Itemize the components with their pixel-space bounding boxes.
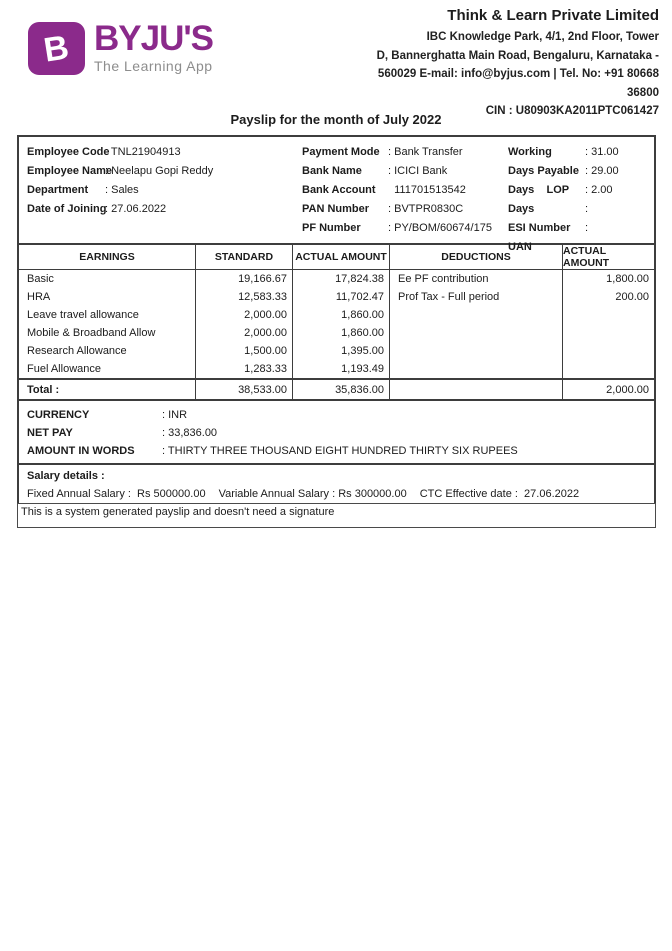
earning-actual: 1,860.00 xyxy=(293,306,390,324)
detail-label: Payment Mode xyxy=(302,145,380,158)
detail-value: : Sales xyxy=(105,183,139,196)
detail-row-days-payable xyxy=(508,161,619,180)
salary-details-heading: Salary details : xyxy=(27,470,105,482)
detail-label: Working xyxy=(508,145,552,158)
earning-actual: 1,395.00 xyxy=(293,342,390,360)
detail-value: : BVTPR0830C xyxy=(388,202,464,215)
company-address-line3: 560029 E-mail: info@byjus.com | Tel. No: +91 80668 xyxy=(377,68,659,80)
header-deductions: DEDUCTIONS xyxy=(390,245,563,269)
summary-value: : 33,836.00 xyxy=(162,426,218,439)
detail-value: : xyxy=(585,202,589,215)
detail-value: 111701513542 xyxy=(388,183,466,196)
header-deductions-actual-amount: ACTUAL AMOUNT xyxy=(563,245,610,269)
byjus-logo-badge-icon xyxy=(28,22,85,75)
detail-row-pan-number xyxy=(302,199,492,218)
employee-details-section xyxy=(19,137,654,253)
detail-row-pf-number xyxy=(302,218,492,237)
detail-value: : ICICI Bank xyxy=(388,164,448,177)
net-pay-summary-section xyxy=(19,399,654,463)
byjus-b-icon: B xyxy=(41,27,72,70)
detail-label: Days LOP xyxy=(508,183,570,196)
company-address-line4: 36800 xyxy=(627,86,659,99)
deduction-name xyxy=(390,324,563,342)
table-row-basic xyxy=(19,270,654,288)
salary-details-line xyxy=(19,488,654,500)
byjus-logo xyxy=(28,19,214,75)
deduction-actual xyxy=(563,342,654,360)
earning-actual: 17,824.38 xyxy=(293,270,390,288)
detail-label: Days Payable xyxy=(508,164,579,177)
detail-label: Department xyxy=(27,183,89,196)
detail-row-lop-days xyxy=(508,180,619,199)
fixed-annual-salary: Fixed Annual Salary : Rs 500000.00 xyxy=(27,488,206,500)
summary-label: CURRENCY xyxy=(27,408,90,421)
detail-value: : Neelapu Gopi Reddy xyxy=(105,164,214,177)
deduction-name: Ee PF contribution xyxy=(390,270,563,288)
deduction-name xyxy=(390,306,563,324)
earning-name: HRA xyxy=(19,288,196,306)
header-actual-amount: ACTUAL AMOUNT xyxy=(293,245,390,269)
total-deductions-actual: 2,000.00 xyxy=(606,383,649,396)
detail-row-esi-number xyxy=(508,218,619,237)
earning-standard: 2,000.00 xyxy=(196,324,293,342)
summary-row-currency xyxy=(19,406,654,423)
detail-label: Days xyxy=(508,202,535,215)
earning-standard: 2,000.00 xyxy=(196,306,293,324)
total-label: Total : xyxy=(19,380,196,399)
detail-label: Employee Code xyxy=(27,145,110,158)
detail-value: : Bank Transfer xyxy=(388,145,463,158)
detail-label: Bank Name xyxy=(302,164,362,177)
detail-label: ESI Number xyxy=(508,221,571,234)
summary-row-amount-in-words xyxy=(19,442,654,459)
system-generated-note: This is a system generated payslip and doesn't need a signature xyxy=(21,506,335,518)
table-row-fuel-allowance xyxy=(19,360,654,378)
detail-row-employee-code xyxy=(27,142,213,161)
table-row-mobile-broadband-allow xyxy=(19,324,654,342)
table-row-leave-travel-allowance xyxy=(19,306,654,324)
company-block xyxy=(359,6,659,121)
summary-label: AMOUNT IN WORDS xyxy=(27,444,135,457)
detail-label: Date of Joining xyxy=(27,202,107,215)
detail-label: UAN xyxy=(508,240,532,253)
detail-label: Employee Name xyxy=(27,164,112,177)
table-row-research-allowance xyxy=(19,342,654,360)
total-standard: 38,533.00 xyxy=(196,380,293,399)
earnings-deductions-table xyxy=(19,240,654,399)
deduction-actual xyxy=(563,360,654,378)
deduction-actual xyxy=(563,324,654,342)
salary-details-section xyxy=(19,463,654,507)
total-actual: 35,836.00 xyxy=(293,380,390,399)
detail-value: : PY/BOM/60674/175 xyxy=(388,221,492,234)
summary-row-net-pay xyxy=(19,424,654,441)
company-cin: CIN : U80903KA2011PTC061427 xyxy=(485,105,659,117)
earning-name: Basic xyxy=(19,270,196,288)
detail-label: Bank Account xyxy=(302,183,376,196)
detail-row-bank-account xyxy=(302,180,492,199)
detail-row-bank-name xyxy=(302,161,492,180)
earning-standard: 1,283.33 xyxy=(196,360,293,378)
company-address-line1: IBC Knowledge Park, 4/1, 2nd Floor, Tower xyxy=(426,31,659,43)
variable-annual-salary: Variable Annual Salary : Rs 300000.00 xyxy=(218,488,407,500)
detail-label: PAN Number xyxy=(302,202,370,215)
deduction-name: Prof Tax - Full period xyxy=(390,288,563,306)
earning-standard: 19,166.67 xyxy=(196,270,293,288)
table-total-row xyxy=(19,378,654,399)
detail-row-date-of-joining xyxy=(27,199,213,218)
earning-name: Research Allowance xyxy=(19,342,196,360)
company-address-line2: D, Bannerghatta Main Road, Bengaluru, Karnataka - xyxy=(376,49,659,62)
detail-row-department xyxy=(27,180,213,199)
header-standard: STANDARD xyxy=(196,245,293,269)
table-row-hra xyxy=(19,288,654,306)
detail-value: : 2.00 xyxy=(585,183,613,196)
detail-value: : 27.06.2022 xyxy=(105,202,167,215)
detail-value: : 31.00 xyxy=(585,145,619,158)
summary-label: NET PAY xyxy=(27,426,73,439)
details-column-days xyxy=(508,142,619,256)
detail-value: : xyxy=(585,221,589,234)
earning-actual: 11,702.47 xyxy=(293,288,390,306)
deduction-name xyxy=(390,360,563,378)
byjus-logo-text xyxy=(94,19,214,74)
detail-row-payment-mode xyxy=(302,142,492,161)
detail-label: PF Number xyxy=(302,221,361,234)
summary-value: : INR xyxy=(162,408,188,421)
payslip-main-box xyxy=(17,135,656,509)
earning-name: Mobile & Broadband Allow xyxy=(19,324,196,342)
earning-standard: 12,583.33 xyxy=(196,288,293,306)
deduction-actual xyxy=(563,306,654,324)
deduction-actual: 200.00 xyxy=(615,291,649,303)
byjus-logo-name: BYJU'S xyxy=(94,19,214,58)
earning-name: Fuel Allowance xyxy=(19,360,196,378)
payslip-title: Payslip for the month of July 2022 xyxy=(230,112,442,127)
earning-actual: 1,193.49 xyxy=(293,360,390,378)
total-deductions-spacer xyxy=(390,380,563,399)
ctc-effective-date: CTC Effective date : 27.06.2022 xyxy=(419,488,580,500)
earning-standard: 1,500.00 xyxy=(196,342,293,360)
detail-row-working-days xyxy=(508,142,619,161)
deduction-actual: 1,800.00 xyxy=(606,273,649,285)
byjus-logo-tagline: The Learning App xyxy=(94,58,213,74)
earning-actual: 1,860.00 xyxy=(293,324,390,342)
details-column-bank xyxy=(302,142,492,237)
earning-name: Leave travel allowance xyxy=(19,306,196,324)
detail-row-days-empty xyxy=(508,199,619,218)
details-column-employee xyxy=(27,142,213,218)
detail-value: : TNL21904913 xyxy=(105,145,181,158)
detail-row-employee-name xyxy=(27,161,213,180)
system-generated-note-box xyxy=(17,503,656,528)
detail-row-uan xyxy=(508,237,619,256)
deduction-name xyxy=(390,342,563,360)
detail-value: : 29.00 xyxy=(585,164,619,177)
company-name: Think & Learn Private Limited xyxy=(447,7,659,24)
summary-value: : THIRTY THREE THOUSAND EIGHT HUNDRED THIRTY SIX RUPEES xyxy=(162,444,518,457)
header-earnings: EARNINGS xyxy=(19,245,196,269)
